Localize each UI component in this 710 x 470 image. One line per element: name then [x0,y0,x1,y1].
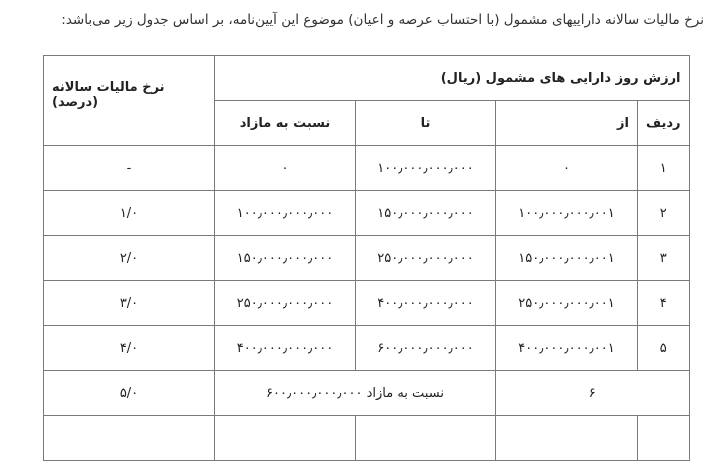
cell-nesbat: ۴۰۰٫۰۰۰٫۰۰۰٫۰۰۰ [215,326,356,371]
cell-surplus: نسبت به مازاد ۶۰۰٫۰۰۰٫۰۰۰٫۰۰۰ [215,371,496,416]
tax-rate-table [43,55,690,461]
cell-az: ۰ [496,146,638,191]
table-row [44,236,690,281]
cell-rate: ۳/۰ [44,281,215,326]
cell-nesbat: ۱۵۰٫۰۰۰٫۰۰۰٫۰۰۰ [215,236,356,281]
header-az: از [496,101,638,146]
cell-radif: ۵ [638,326,690,371]
cell-rate: ۴/۰ [44,326,215,371]
cell-empty [356,416,496,461]
cell-radif: ۲ [638,191,690,236]
cell-ta: ۲۵۰٫۰۰۰٫۰۰۰٫۰۰۰ [356,236,496,281]
table-row [44,326,690,371]
cell-empty [215,416,356,461]
header-ta: تا [356,101,496,146]
header-radif: ردیف [638,101,690,146]
cell-radif: ۱ [638,146,690,191]
cell-nesbat: ۰ [215,146,356,191]
cell-rate: - [44,146,215,191]
cell-az: ۱۰۰٫۰۰۰٫۰۰۰٫۰۰۱ [496,191,638,236]
cell-radif: ۴ [638,281,690,326]
cell-ta: ۶۰۰٫۰۰۰٫۰۰۰٫۰۰۰ [356,326,496,371]
table-row [44,191,690,236]
table-row-empty [44,416,690,461]
cell-ta: ۱۰۰٫۰۰۰٫۰۰۰٫۰۰۰ [356,146,496,191]
cell-radif: ۶ [496,371,690,416]
cell-az: ۴۰۰٫۰۰۰٫۰۰۰٫۰۰۱ [496,326,638,371]
cell-nesbat: ۱۰۰٫۰۰۰٫۰۰۰٫۰۰۰ [215,191,356,236]
cell-az: ۲۵۰٫۰۰۰٫۰۰۰٫۰۰۱ [496,281,638,326]
cell-ta: ۴۰۰٫۰۰۰٫۰۰۰٫۰۰۰ [356,281,496,326]
table-row [44,146,690,191]
table-row [44,281,690,326]
header-tax-rate: نرخ مالیات سالانه (درصد) [44,56,215,146]
cell-rate: ۲/۰ [44,236,215,281]
header-nesbat: نسبت به مازاد [215,101,356,146]
cell-rate: ۱/۰ [44,191,215,236]
cell-empty [44,416,215,461]
cell-ta: ۱۵۰٫۰۰۰٫۰۰۰٫۰۰۰ [356,191,496,236]
cell-radif: ۳ [638,236,690,281]
header-asset-value: ارزش روز دارایی های مشمول (ریال) [215,56,690,101]
table-header-row [44,56,690,101]
cell-empty [638,416,690,461]
cell-rate: ۵/۰ [44,371,215,416]
cell-empty [496,416,638,461]
cell-az: ۱۵۰٫۰۰۰٫۰۰۰٫۰۰۱ [496,236,638,281]
cell-nesbat: ۲۵۰٫۰۰۰٫۰۰۰٫۰۰۰ [215,281,356,326]
intro-text: نرخ مالیات سالانه داراییهای مشمول (با احتساب عرصه و اعیان) موضوع این آیین‌نامه، بر اساس جدول زیر می‌باشد: [61,12,704,28]
table-row [44,371,690,416]
